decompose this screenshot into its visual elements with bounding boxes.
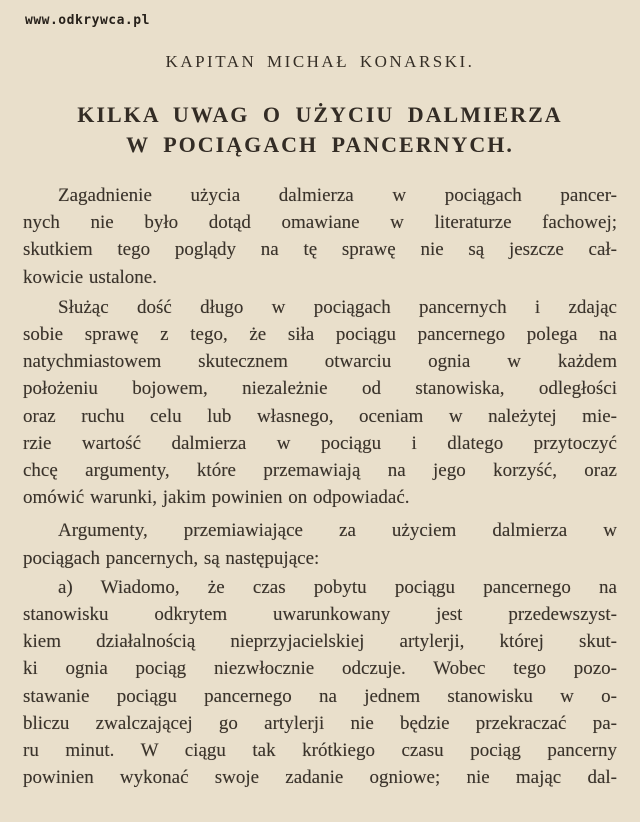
text-line: ru minut. W ciągu tak krótkiego czasu pociąg pancerny xyxy=(23,740,617,762)
text-line: kiem działalnością nieprzyjacielskiej artylerji, której skut- xyxy=(23,631,617,653)
text-line: położeniu bojowem, niezależnie od stanowiska, odległości xyxy=(23,378,617,400)
text-line: kowicie ustalone. xyxy=(23,266,157,288)
article-title-line-1: KILKA UWAG O UŻYCIU DALMIERZA xyxy=(77,102,563,127)
paragraph xyxy=(23,574,617,792)
text-line: Służąc dość długo w pociągach pancernych i zdając xyxy=(58,296,617,318)
text-line: nych nie było dotąd omawiane w literaturze fachowej; xyxy=(23,212,617,234)
author-heading: KAPITAN MICHAŁ KONARSKI. xyxy=(165,52,475,71)
paragraph xyxy=(23,182,617,291)
text-line: natychmiastowem skutecznem otwarciu ognia w każdem xyxy=(23,351,617,373)
article-body xyxy=(23,182,617,791)
text-line: bliczu zwalczającej go artylerji nie będzie przekraczać pa- xyxy=(23,712,617,734)
watermark-text: www.odkrywca.pl xyxy=(25,13,150,28)
text-line: a) Wiadomo, że czas pobytu pociągu pancernego na xyxy=(58,576,617,598)
text-line: stanowisku odkrytem uwarunkowany jest przedewszyst- xyxy=(23,604,617,626)
text-line: omówić warunki, jakim powinien on odpowiadać. xyxy=(23,487,410,509)
paragraph xyxy=(23,294,617,512)
text-line: Zagadnienie użycia dalmierza w pociągach pancer- xyxy=(58,185,617,206)
text-line: ki ognia pociąg niezwłocznie odczuje. Wobec tego pozo- xyxy=(23,658,617,680)
text-line: powinien wykonać swoje zadanie ogniowe; nie mając dal- xyxy=(23,767,617,789)
text-line: oraz ruchu celu lub własnego, oceniam w należytej mie- xyxy=(23,405,617,427)
text-line: Argumenty, przemiawiające za użyciem dalmierza w xyxy=(58,520,617,542)
text-line: skutkiem tego poglądy na tę sprawę nie są jeszcze cał- xyxy=(23,239,617,261)
article-title-line-2: W POCIĄGACH PANCERNYCH. xyxy=(126,132,514,157)
paragraph xyxy=(23,517,617,571)
text-line: sobie sprawę z tego, że siła pociągu pancernego polega na xyxy=(23,324,617,346)
article-title xyxy=(0,100,640,160)
text-line: chcę argumenty, które przemawiają na jego korzyść, oraz xyxy=(23,460,617,482)
text-line: stawanie pociągu pancernego na jednem stanowisku w o- xyxy=(23,685,617,707)
text-line: pociągach pancernych, są następujące: xyxy=(23,547,320,569)
text-line: rzie wartość dalmierza w pociągu i dlatego przytoczyć xyxy=(23,432,617,454)
